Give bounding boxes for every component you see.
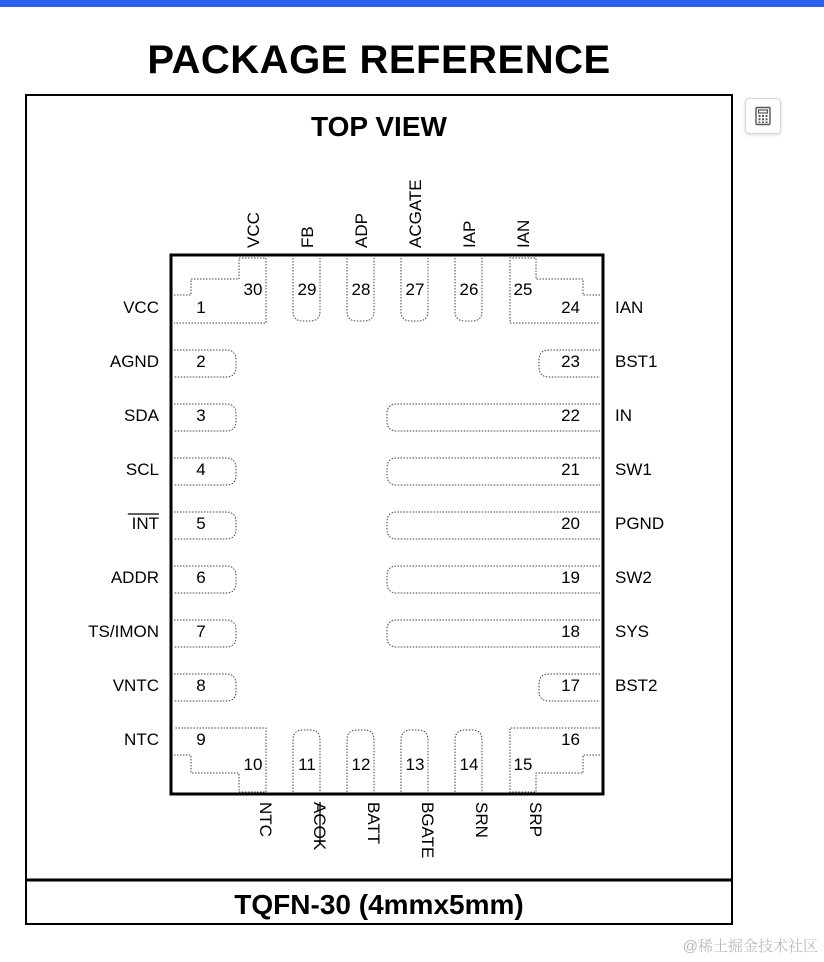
- watermark: @稀土掘金技术社区: [682, 938, 818, 955]
- pin-27-number: 27: [405, 280, 425, 299]
- pin-5-name: INT: [131, 514, 159, 533]
- pin-29-number: 29: [297, 280, 317, 299]
- chip-body: [171, 255, 603, 794]
- top-view-label: TOP VIEW: [311, 111, 447, 142]
- pin-8-name: VNTC: [112, 676, 159, 695]
- pin-12-name: BATT: [364, 802, 383, 845]
- calculator-icon: [753, 106, 773, 126]
- pad-outlines: [174, 258, 600, 792]
- pin-7-name: TS/IMON: [88, 622, 159, 641]
- pin-3-name: SDA: [124, 406, 159, 425]
- pin-22-name: IN: [615, 406, 632, 425]
- pin-1-name: VCC: [123, 298, 159, 317]
- pin-labels: [88, 179, 664, 858]
- calculator-button[interactable]: [745, 98, 781, 134]
- pin-19-number: 19: [561, 568, 580, 587]
- pin-27-name: ACGATE: [406, 179, 425, 248]
- pin-11-number: 11: [298, 755, 316, 774]
- pin-28-number: 28: [351, 280, 371, 299]
- pin-26-name: IAP: [460, 220, 479, 248]
- pin-13-number: 13: [405, 755, 425, 774]
- page-title: PACKAGE REFERENCE: [147, 38, 611, 82]
- pin-9-number: 9: [196, 730, 206, 749]
- pin-10-name: NTC: [256, 802, 275, 837]
- pin-17-name: BST2: [615, 676, 658, 695]
- pin-30-number: 30: [243, 280, 263, 299]
- pin-6-number: 6: [196, 568, 206, 587]
- pin-3-number: 3: [196, 406, 206, 425]
- pin-4-number: 4: [196, 460, 206, 479]
- pin-30-name: VCC: [244, 212, 263, 248]
- pin-12-number: 12: [351, 755, 371, 774]
- pin-23-number: 23: [561, 352, 580, 371]
- pin-6-name: ADDR: [110, 568, 159, 587]
- pin-10-number: 10: [243, 755, 263, 774]
- pin-21-name: SW1: [615, 460, 652, 479]
- pin-8-number: 8: [196, 676, 206, 695]
- pin-28-name: ADP: [352, 213, 371, 248]
- pin-7-number: 7: [196, 622, 206, 641]
- pin-25-number: 25: [513, 280, 533, 299]
- pin-5-number: 5: [196, 514, 206, 533]
- package-label: TQFN-30 (4mmx5mm): [234, 889, 524, 920]
- pin-24-number: 24: [561, 298, 580, 317]
- pin-2-name: AGND: [109, 352, 159, 371]
- pin-2-number: 2: [196, 352, 206, 371]
- pin-17-number: 17: [561, 676, 580, 695]
- pin-20-name: PGND: [615, 514, 665, 533]
- pin-18-name: SYS: [615, 622, 650, 641]
- pin-4-name: SCL: [125, 460, 159, 479]
- pin-14-name: SRN: [472, 802, 491, 838]
- pin-15-name: SRP: [526, 802, 545, 837]
- pin-1-number: 1: [196, 298, 206, 317]
- pin-23-name: BST1: [615, 352, 658, 371]
- pin-18-number: 18: [561, 622, 580, 641]
- pin-22-number: 22: [561, 406, 580, 425]
- pin-25-name: IAN: [514, 219, 533, 248]
- pin-9-name: NTC: [124, 730, 159, 749]
- pin-26-number: 26: [459, 280, 479, 299]
- pin-20-number: 20: [561, 514, 580, 533]
- pin-21-number: 21: [561, 460, 580, 479]
- pin-16-number: 16: [561, 730, 580, 749]
- pin-24-name: IAN: [615, 298, 644, 317]
- pin-19-name: SW2: [615, 568, 652, 587]
- pin-29-name: FB: [298, 226, 317, 248]
- pin-11-name: ACOK: [310, 802, 329, 851]
- pin-13-name: BGATE: [418, 802, 437, 859]
- pin-15-number: 15: [513, 755, 533, 774]
- outer-frame: [26, 95, 732, 924]
- pin-14-number: 14: [459, 755, 479, 774]
